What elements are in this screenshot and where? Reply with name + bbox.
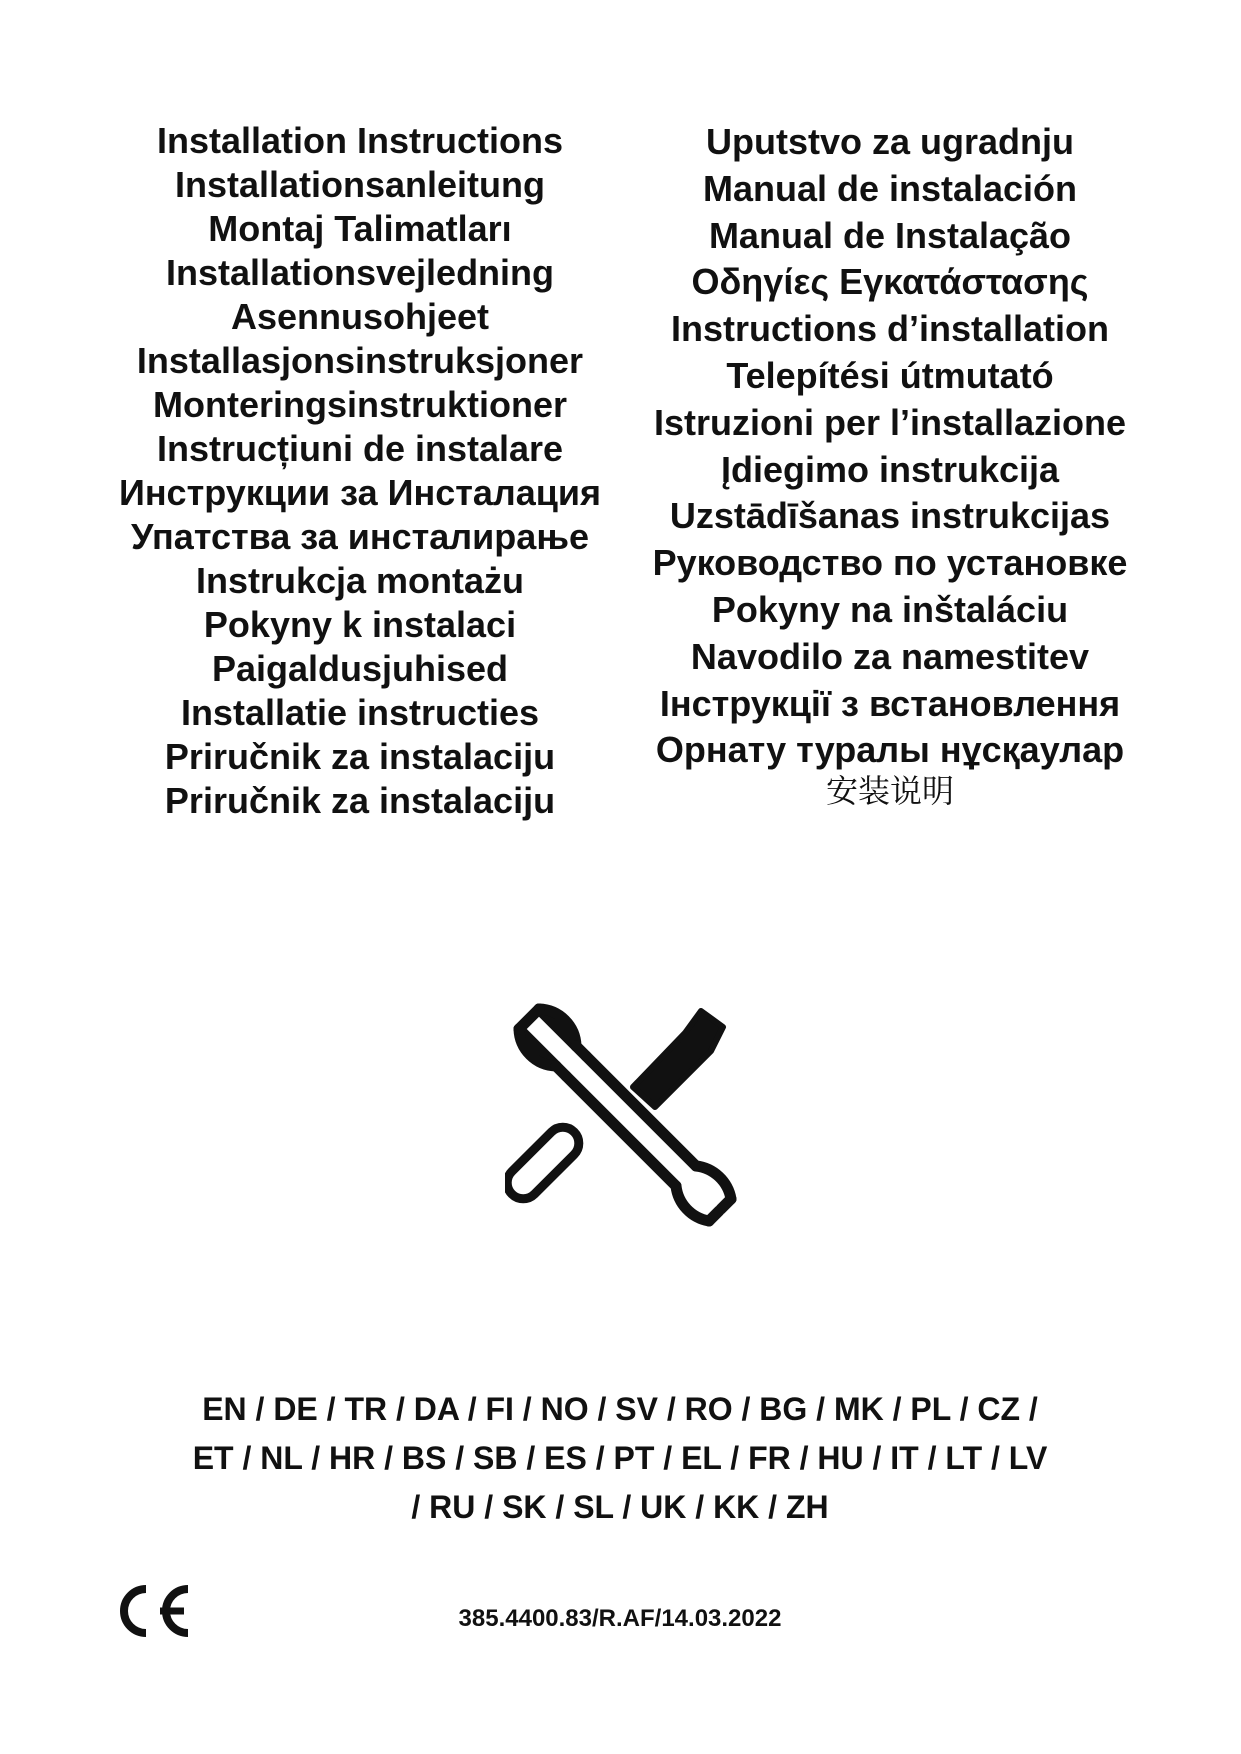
title-no: Installasjonsinstruksjoner: [136, 340, 584, 381]
title-kk: Орнату туралы нұсқаулар: [655, 729, 1125, 771]
title-hu: Telepítési útmutató: [726, 354, 1054, 396]
title-lv: Uzstādīšanas instrukcijas: [669, 495, 1111, 537]
title-ro: Instrucțiuni de instalare: [156, 428, 564, 469]
ce-mark-icon: [112, 1583, 194, 1639]
title-pl: Instrukcja montażu: [195, 560, 525, 601]
title-tr: Montaj Talimatları: [208, 208, 512, 249]
title-sk: Pokyny na inštaláciu: [711, 588, 1069, 630]
title-it: Istruzioni per l’installazione: [653, 401, 1127, 443]
wrench-screwdriver-icon: [505, 995, 745, 1235]
title-en: Installation Instructions: [156, 120, 564, 161]
title-et: Paigaldusjuhised: [211, 648, 509, 689]
title-cz: Pokyny k instalaci: [203, 604, 517, 645]
title-nl: Installatie instructies: [180, 692, 540, 733]
title-uk: Інструкції з встановлення: [659, 682, 1121, 724]
title-bg: Инструкции за Инсталация: [118, 472, 602, 513]
document-code: 385.4400.83/R.AF/14.03.2022: [458, 1605, 782, 1632]
title-sv: Monteringsinstruktioner: [152, 384, 568, 425]
title-da: Installationsvejledning: [165, 252, 555, 293]
title-fi: Asennusohjeet: [230, 296, 490, 337]
title-sb: Uputstvo za ugradnju: [706, 121, 1074, 162]
title-zh: 安装说明: [825, 773, 954, 810]
title-bs: Priručnik za instalaciju: [164, 780, 556, 821]
title-pt: Manual de Instalação: [708, 214, 1072, 256]
title-lt: Įdiegimo instrukcija: [720, 448, 1060, 490]
language-codes: [120, 1385, 1120, 1532]
title-es: Manual de instalación: [702, 167, 1078, 209]
title-fr: Instructions d’installation: [670, 308, 1110, 350]
title-hr: Priručnik za instalaciju: [164, 736, 556, 777]
language-codes-line-3: / RU / SK / SL / UK / KK / ZH: [411, 1489, 829, 1525]
language-codes-line-1: EN / DE / TR / DA / FI / NO / SV / RO / BG / MK / PL / CZ /: [202, 1391, 1038, 1427]
language-codes-line-2: ET / NL / HR / BS / SB / ES / PT / EL / FR / HU / IT / LT / LV: [192, 1440, 1048, 1476]
title-de: Installationsanleitung: [174, 164, 546, 205]
title-ru: Руководство по установке: [652, 542, 1128, 584]
title-sl: Navodilo za namestitev: [690, 635, 1090, 677]
title-list-left: [100, 119, 620, 823]
title-el: Οδηγίες Εγκατάστασης: [691, 261, 1089, 303]
title-list-right: [620, 119, 1160, 818]
title-mk: Упатства за инсталирање: [131, 516, 589, 557]
